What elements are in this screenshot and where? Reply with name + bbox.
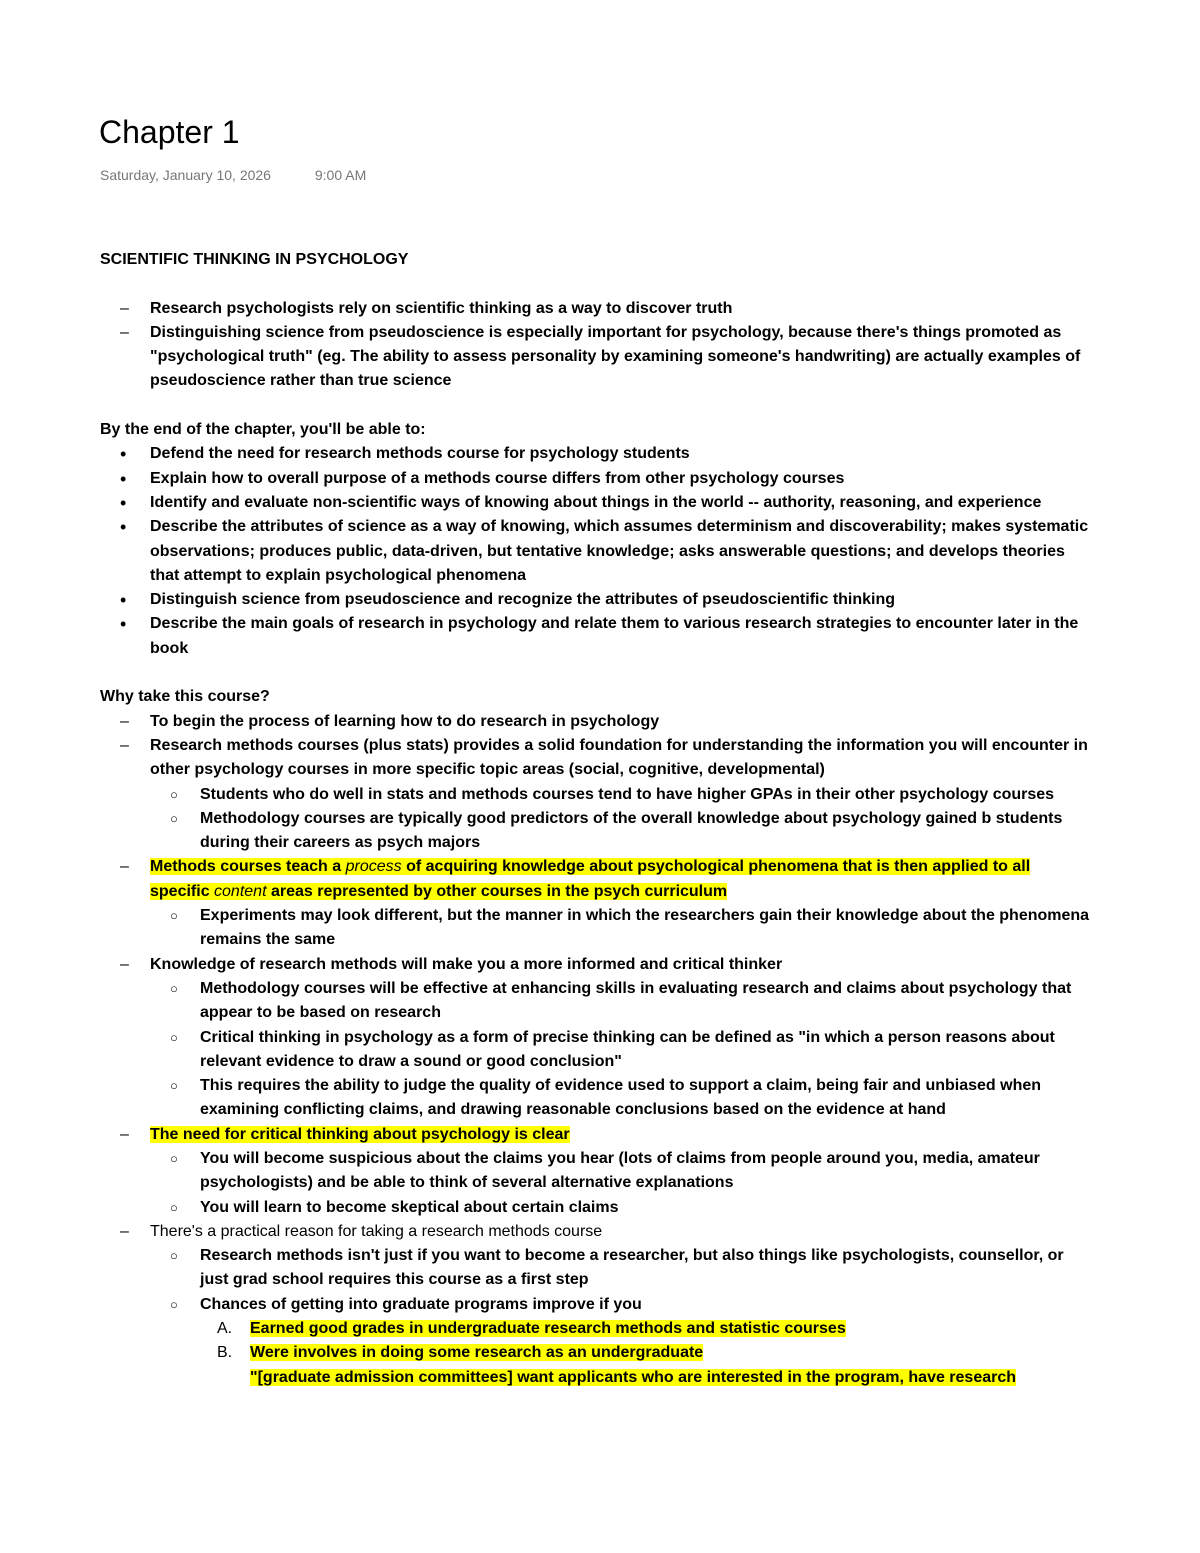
lettered-list [200,1317,1090,1390]
dash-marker [120,1123,129,1147]
highlighted-text: The need for critical thinking about psychology is clear [150,1125,570,1143]
sub-list [150,1244,1090,1390]
bullet-marker [120,588,126,614]
list-item: – Research psychologists rely on scientific thinking as a way to discover truth [150,297,1090,321]
circle-marker [170,904,178,928]
letter-marker: B. [217,1344,233,1362]
list-item: ○ Chances of getting into graduate programs improve if you A. Earned good grades in undergraduate research methods and statistic courses B. Were involves in doing some research as an undergraduate "[graduate admission committees] want applicants who are interested in the program, have research [200,1293,1090,1390]
list-item: – Knowledge of research methods will make you a more informed and critical thinker ○ Methodology courses will be effective at enhancing skills in evaluating research and claims about psychology that appear to be based on research ○ Critical thinking in psychology as a form of precise thinking can be defined as "in which a person reasons about relevant evidence to draw a sound or good conclusion" ○ This requires the ability to judge the quality of evidence used to support a claim, being fair and unbiased when examining conflicting claims, and drawing reasonable conclusions based on the evidence at hand [150,953,1090,1123]
bullet-marker [120,515,126,541]
why-list [100,710,1090,1390]
list-item: • Distinguish science from pseudoscience and recognize the attributes of pseudoscientific thinking [150,588,1090,612]
objectives-list [100,442,1090,661]
list-item: ○ Critical thinking in psychology as a form of precise thinking can be defined as "in which a person reasons about relevant evidence to draw a sound or good conclusion" [200,1026,1090,1075]
list-item: ○ Research methods isn't just if you want to become a researcher, but also things like psychologists, counsellor, or just grad school requires this course as a first step [200,1244,1090,1293]
circle-marker [170,1196,178,1220]
list-item [150,855,1090,952]
circle-marker [170,1074,178,1098]
sub-list [150,904,1090,953]
list-item [150,1123,1090,1220]
list-item: • Defend the need for research methods course for psychology students [150,442,1090,466]
dash-marker [120,297,129,321]
list-item: – Distinguishing science from pseudoscience is especially important for psychology, because there's things promoted as "psychological truth" (eg. The ability to assess personality by examining someone's handwriting) are actually examples of pseudoscience rather than true science [150,321,1090,394]
bullet-marker [120,612,126,638]
list-item: • Describe the main goals of research in psychology and relate them to various research strategies to encounter later in the book [150,612,1090,661]
list-item: – Research methods courses (plus stats) provides a solid foundation for understanding the information you will encounter in other psychology courses in more specific topic areas (social, cognitive, developmental) ○ Students who do well in stats and methods courses tend to have higher GPAs in their other psychology courses ○ Methodology courses are typically good predictors of the overall knowledge about psychology gained b students during their careers as psych majors [150,734,1090,855]
highlighted-text: Methods courses teach a process of acquiring knowledge about psychological phenomena that is then applied to all specific content areas represented by other courses in the psych curriculum [150,858,1031,900]
why-heading: Why take this course? [100,688,270,706]
bullet-marker [120,442,126,468]
circle-marker [170,783,178,807]
section-heading: SCIENTIFIC THINKING IN PSYCHOLOGY [100,251,409,268]
dash-marker [120,953,129,977]
list-item: – There's a practical reason for taking a research methods course ○ Research methods isn't just if you want to become a researcher, but also things like psychologists, counsellor, or just grad school requires this course as a first step ○ Chances of getting into graduate programs improve if you A. Earned good grades in undergraduate research methods and statistic courses B. Were involves in doing some research as an undergraduate "[graduate admission committees] want applicants who are interested in the program, have research [150,1220,1090,1390]
list-item: – To begin the process of learning how to do research in psychology [150,710,1090,734]
dash-marker [120,1220,129,1244]
sub-list [150,1147,1090,1220]
bullet-marker [120,491,126,517]
list-item: ○ You will become suspicious about the claims you hear (lots of claims from people around you, media, amateur psychologists) and be able to think of several alternative explanations [200,1147,1090,1196]
objectives-heading: By the end of the chapter, you'll be able to: [100,421,426,439]
circle-marker [170,1026,178,1050]
page-time: 9:00 AM [314,167,367,183]
dash-marker [120,321,129,345]
page-date: Saturday, January 10, 2026 [100,167,271,183]
list-item: • Explain how to overall purpose of a methods course differs from other psychology courses [150,467,1090,491]
list-item: • Describe the attributes of science as a way of knowing, which assumes determinism and discoverability; makes systematic observations; produces public, data-driven, but tentative knowledge; asks answerable questions; and develops theories that attempt to explain psychological phenomena [150,515,1090,588]
list-item [217,1341,1090,1390]
page-bottom-margin [0,1437,1200,1553]
circle-marker [170,807,178,831]
list-item: ○ You will learn to become skeptical about certain claims [200,1196,1090,1220]
dash-marker [120,855,129,879]
dash-marker [120,734,129,758]
highlighted-text: Earned good grades in undergraduate research methods and statistic courses [250,1320,846,1338]
dash-marker [120,710,129,734]
intro-list [100,297,1090,394]
list-item: ○ Students who do well in stats and methods courses tend to have higher GPAs in their other psychology courses [200,783,1090,807]
bullet-marker [120,467,126,493]
circle-marker [170,1244,178,1268]
sub-list [150,783,1090,856]
list-item: ○ Methodology courses will be effective at enhancing skills in evaluating research and claims about psychology that appear to be based on research [200,977,1090,1026]
list-item: ○ This requires the ability to judge the quality of evidence used to support a claim, being fair and unbiased when examining conflicting claims, and drawing reasonable conclusions based on the evidence at hand [200,1074,1090,1123]
list-item: ○ Methodology courses are typically good predictors of the overall knowledge about psychology gained b students during their careers as psych majors [200,807,1090,856]
page-title: Chapter 1 [99,114,240,150]
highlighted-text: Were involves in doing some research as an undergraduate [250,1344,704,1362]
list-item: • Identify and evaluate non-scientific ways of knowing about things in the world -- authority, reasoning, and experience [150,491,1090,515]
circle-marker [170,1293,178,1317]
list-item [217,1317,1090,1341]
page-meta [100,167,366,183]
letter-marker: A. [217,1320,233,1338]
highlighted-quote: "[graduate admission committees] want applicants who are interested in the program, have research [250,1368,1017,1386]
note-body [100,248,1090,1390]
sub-list [150,977,1090,1123]
circle-marker [170,977,178,1001]
circle-marker [170,1147,178,1171]
list-item: ○ Experiments may look different, but the manner in which the researchers gain their knowledge about the phenomena remains the same [200,904,1090,953]
